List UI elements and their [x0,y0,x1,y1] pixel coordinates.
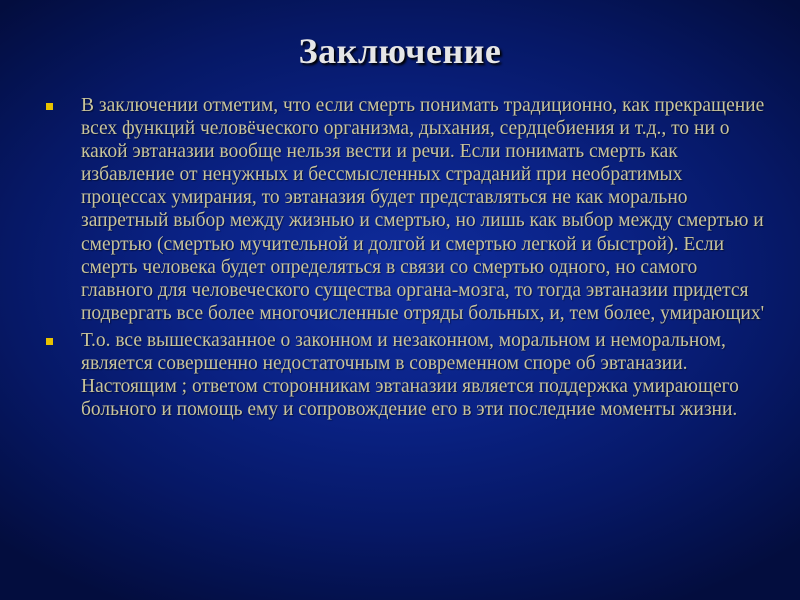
bullet-item [46,94,766,325]
bullet-list [46,94,766,421]
bullet-text: В заключении отметим, что если смерть понимать традиционно, как прекращение всех функций человёческого организма, дыхания, сердцебиения и т.д., то ни о какой эвтаназии вообще нельзя вести и речи. Если понимать смерть как избавление от ненужных и бессмысленных страданий при необратимых процессах умирания, то эвтаназия будет представляться не как морально запретный выбор между жизнью и смертью, но лишь как выбор между смертью и смертью (смертью мучительной и долгой и смертью легкой и быстрой). Если смерть человека будет определяться в связи со смертью одного, но самого главного для человеческого существа органа-мозга, то тогда эвтаназии придется подвергать все более многочисленные отряды больных, и, тем более, умирающих' [81,95,765,324]
slide-title: Заключение [298,31,502,71]
bullet-text: Т.о. все вышесказанное о законном и незаконном, моральном и неморальном, является совершенно недостаточным в современном споре об эвтаназии. Настоящим ; ответом сторонникам эвтаназии является поддержка умирающего больного и помощь ему и сопровождение его в эти последние моменты жизни. [81,329,739,421]
square-bullet-icon [46,103,53,110]
bullet-item [46,329,766,421]
square-bullet-icon [46,338,53,345]
